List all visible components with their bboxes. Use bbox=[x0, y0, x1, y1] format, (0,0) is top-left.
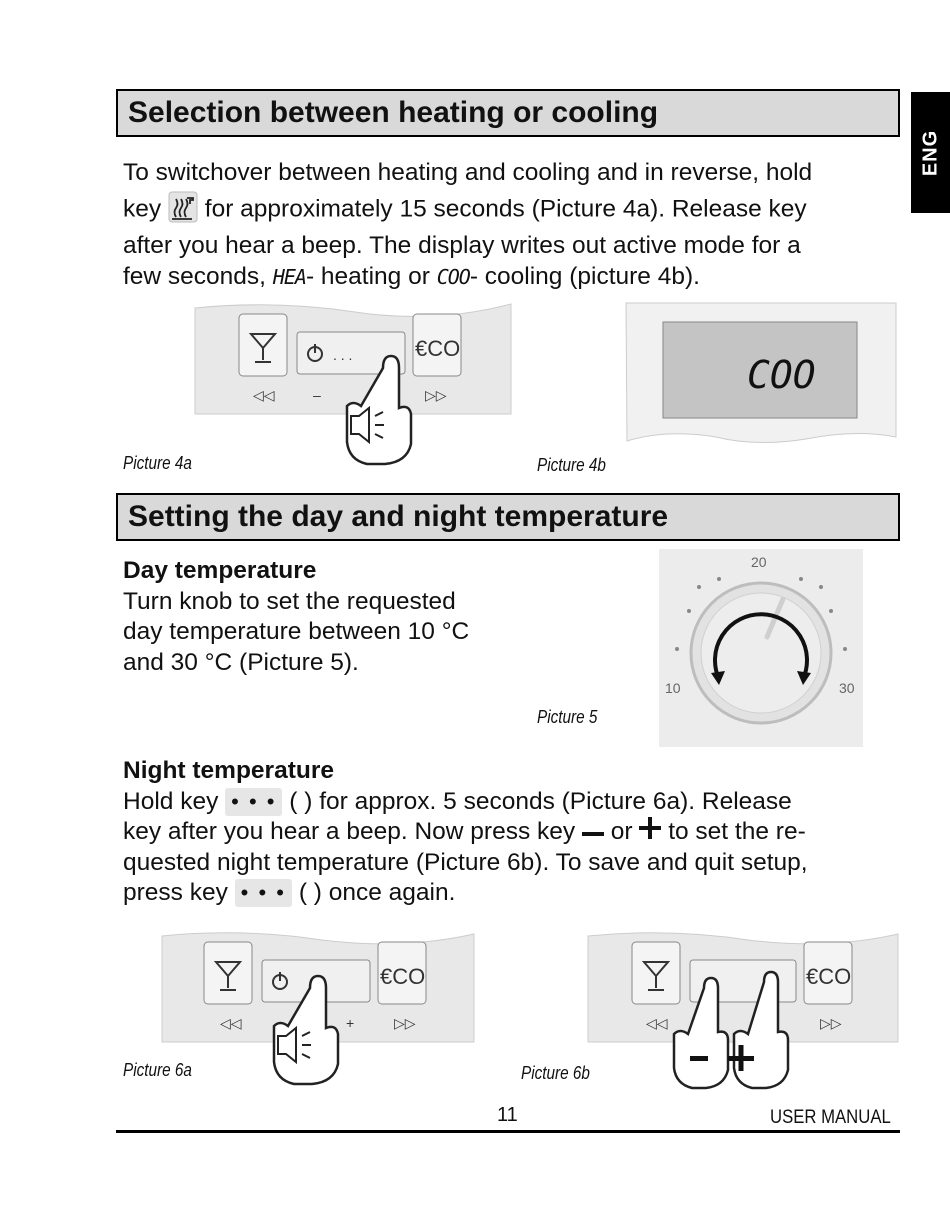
day-temperature-heading: Day temperature bbox=[123, 557, 317, 584]
svg-text:▷▷: ▷▷ bbox=[394, 1015, 416, 1031]
picture-4a-caption: Picture 4a bbox=[123, 453, 192, 473]
hea-code: HEA bbox=[272, 264, 306, 289]
language-tab bbox=[911, 92, 950, 213]
heating-key-icon bbox=[168, 189, 198, 232]
picture-5-knob bbox=[659, 549, 863, 752]
svg-text:€CO: €CO bbox=[415, 336, 461, 361]
svg-text:▷▷: ▷▷ bbox=[820, 1015, 842, 1031]
footer-rule bbox=[116, 1130, 900, 1133]
minus-key-icon bbox=[582, 817, 604, 848]
picture-4b-display bbox=[625, 302, 897, 449]
svg-text:◁◁: ◁◁ bbox=[220, 1015, 242, 1031]
picture-4b-caption: Picture 4b bbox=[537, 455, 606, 475]
picture-6b-caption: Picture 6b bbox=[521, 1063, 590, 1083]
night-key-dots-again: • • • bbox=[235, 879, 292, 907]
night-key-dots: • • • bbox=[225, 788, 282, 816]
svg-text:. . .: . . . bbox=[333, 347, 353, 363]
night-temperature-heading: Night temperature bbox=[123, 757, 335, 784]
picture-5-caption: Picture 5 bbox=[537, 707, 598, 727]
picture-6b-control-panel bbox=[586, 928, 900, 1103]
coo-code: COO bbox=[436, 264, 470, 289]
svg-text:20: 20 bbox=[751, 554, 767, 570]
picture-6a-caption: Picture 6a bbox=[123, 1060, 192, 1080]
picture-4a-control-panel bbox=[193, 298, 513, 473]
picture-6a-control-panel bbox=[160, 928, 478, 1095]
svg-text:COO: COO bbox=[747, 353, 816, 397]
svg-text:+: + bbox=[346, 1015, 355, 1031]
svg-text:€CO: €CO bbox=[806, 964, 852, 989]
svg-text:30: 30 bbox=[839, 680, 855, 696]
svg-text:◁◁: ◁◁ bbox=[253, 387, 275, 403]
night-temperature-paragraph: Night temperature Hold key • • • ( ) for approx. 5 seconds (Picture 6a). Release key after you hear a beep. Now press key or to set the re- quested night temperature (Picture 6b). To save and quit setup, press key • • • ( ) once again. bbox=[123, 757, 808, 907]
heating-cooling-paragraph: To switchover between heating and cooling and in reverse, hold key for approximately 15 seconds (Picture 4a). Release key after you hear a beep. The display writes out active mode for a few seconds, HEA- heating or COO- cooling (picture 4b). bbox=[123, 159, 813, 290]
footer-label: USER MANUAL bbox=[770, 1107, 891, 1128]
svg-text:10: 10 bbox=[665, 680, 681, 696]
language-tab-label: ENG bbox=[919, 129, 941, 176]
svg-text:€CO: €CO bbox=[380, 964, 426, 989]
svg-text:◁◁: ◁◁ bbox=[646, 1015, 668, 1031]
page-number: 11 bbox=[497, 1104, 518, 1126]
section-heading-day-night: Setting the day and night temperature bbox=[116, 493, 900, 541]
day-temperature-paragraph: Day temperature Turn knob to set the requested day temperature between 10 °C and 30 °C (Picture 5). bbox=[123, 557, 470, 676]
svg-text:–: – bbox=[313, 387, 321, 403]
plus-key-icon bbox=[639, 817, 661, 848]
svg-text:▷▷: ▷▷ bbox=[425, 387, 447, 403]
section-heading-heating-cooling: Selection between heating or cooling bbox=[116, 89, 900, 137]
